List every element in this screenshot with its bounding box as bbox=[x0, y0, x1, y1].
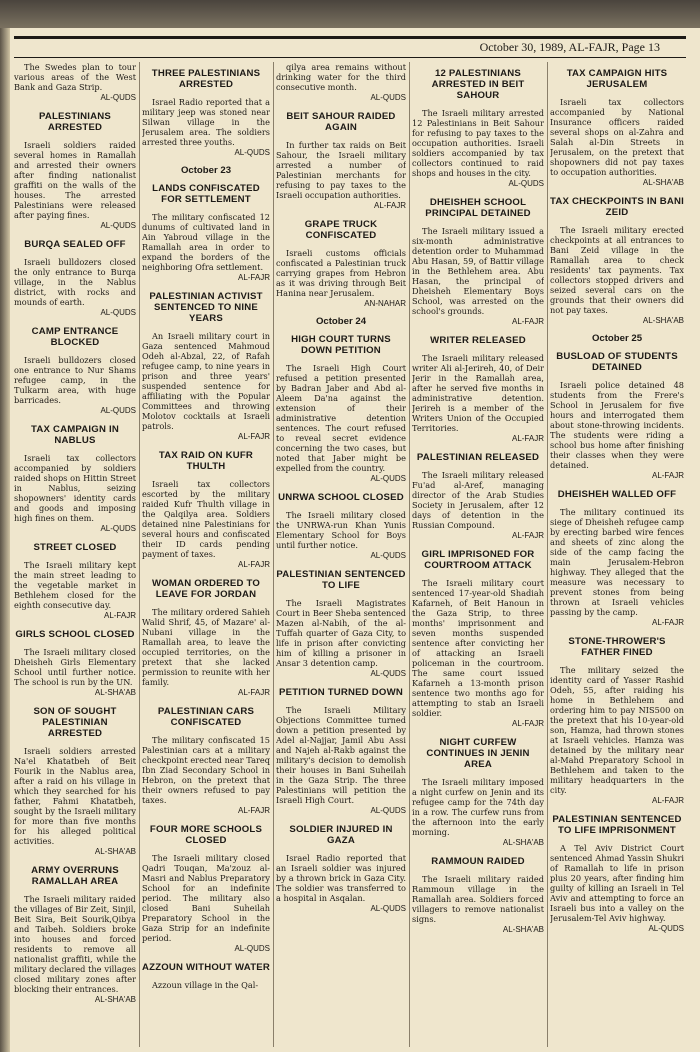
story-body: The Israeli military issued a six-month administrative detention order to Muhammad Abu Hasan, 59, of Battir village in the Bethlehem area. Abu Hasan, the principal of Dheisheh Elementary Boys School, was arrested on the school's grounds. bbox=[412, 226, 544, 316]
story-body: The Israeli military closed the UNRWA-run Khan Yunis Elementary School for Boys until further notice. bbox=[276, 510, 406, 550]
story-source: AL-FAJR bbox=[237, 806, 270, 815]
news-story bbox=[14, 865, 136, 1005]
story-source: AL-QUDS bbox=[100, 221, 136, 230]
story-headline: LANDS CONFISCATED FOR SETTLEMENT bbox=[152, 183, 260, 205]
story-body: The military ordered Sahieh Walid Shrif, 45, of Mazare' al-Nubani village in the Ramallah area, to leave the occupied territories, on the pretext that she lacked permission to reunite with her family. bbox=[142, 607, 270, 687]
story-source: AL-FAJR bbox=[511, 719, 544, 728]
news-story bbox=[550, 68, 684, 188]
story-body: The Israeli military raided the villages of Bir Zeit, Sinjil, Beit Sira, Beit Sourik,Qibya and Taibeh. Soldiers broke into houses and forced residents to remove all nationalist graffiti, while the military declared the villages closed military zones after blocking their entrances. bbox=[14, 894, 136, 994]
story-source: AL-FAJR bbox=[651, 618, 684, 627]
story-headline: WRITER RELEASED bbox=[430, 335, 526, 346]
story-body: Israeli bulldozers closed the only entrance to Burqa village, in the Nablus district, with rocks and mounds of earth. bbox=[14, 257, 136, 307]
news-story bbox=[14, 62, 136, 103]
date-heading: October 23 bbox=[180, 165, 232, 176]
story-body: Israeli tax collectors accompanied by National Insurance officers raided several shops on al-Zahra and Salah al-Din Streets in Jerusalem, on the pretext that shopowners did not pay taxes to occupation authorities. bbox=[550, 97, 684, 177]
story-headline: BEIT SAHOUR RAIDED AGAIN bbox=[286, 111, 396, 133]
column-3 bbox=[276, 62, 406, 1047]
story-body: The Israeli military erected checkpoints at all entrances to Bani Zeid village in the Ramallah area to check residents' tax payments. Tax collectors stopped drivers and seized several cars on the grounds that their owners did not pay taxes. bbox=[550, 225, 684, 315]
story-source: AL-FAJR bbox=[237, 688, 270, 697]
story-body: The Israeli military arrested 12 Palestinians in Beit Sahour for refusing to pay taxes to the occupation authorities. Israeli soldiers accompanied by tax collectors continued to raid shops and houses in the city. bbox=[412, 108, 544, 178]
story-source: AL-SHA'AB bbox=[94, 995, 136, 1004]
news-story bbox=[276, 62, 406, 103]
story-source: AL-QUDS bbox=[508, 179, 544, 188]
story-body: The Israeli military court sentenced 17-year-old Shadiah Kafarneh, of Beit Hanoun in the Gaza Strip, to three months' imprisonment and seven months suspended sentence after convicting her of attacking an Israeli policeman in the courtroom. The same court issued Kafarneh a 13-month prison sentence two months ago for attempting to stab an Israeli soldier. bbox=[412, 578, 544, 718]
story-headline: FOUR MORE SCHOOLS CLOSED bbox=[149, 824, 263, 846]
news-story bbox=[14, 706, 136, 857]
story-body: The military seized the identity card of Yasser Rashid Odeh, 55, after raiding his home in Bethlehem and ordering him to pay NIS500 on the pretext that his 10-year-old son, Hamza, had thrown stones at Israeli vehicles. Hamza was detained by the military near al-Mahd Preparatory School in Bethlehem and taken to the military headquarters in the city. bbox=[550, 665, 684, 795]
story-source: AL-QUDS bbox=[100, 406, 136, 415]
story-body: The Israeli Military Objections Committee turned down a petition presented by Adel al-Najjar, Jamil Abu Assi and Najeh al-Rakb against the military's decision to demolish their houses in Bani Suheilah in the Gaza Strip. The three Palestinians will petition the Israeli High Court. bbox=[276, 705, 406, 805]
story-headline: 12 PALESTINIANS ARRESTED IN BEIT SAHOUR bbox=[431, 68, 525, 101]
news-story bbox=[142, 706, 270, 816]
story-source: AL-SHA'AB bbox=[94, 688, 136, 697]
story-headline: GIRLS SCHOOL CLOSED bbox=[15, 629, 135, 640]
story-source: AL-FAJR bbox=[237, 560, 270, 569]
story-body: The Israeli military released Fu'ad al-Aref, managing director of the Arab Studies Society in Jerusalem, after 12 days of detention in the Russian Compound. bbox=[412, 470, 544, 530]
story-headline: SON OF SOUGHT PALESTINIAN ARRESTED bbox=[33, 706, 117, 739]
column-4 bbox=[412, 62, 544, 1047]
story-body: The Israeli military released writer Ali al-Jerireh, 40, of Deir Jerir in the Ramallah area, after he served five months in administrative detention. Jerireh is a member of the Writers Union of the Occupied Territories. bbox=[412, 353, 544, 433]
story-body: Israeli customs officials confiscated a Palestinian truck carrying grapes from Hebron as it was driving through Beit Hanina near Jerusalem. bbox=[276, 248, 406, 298]
column-divider bbox=[139, 62, 140, 1047]
news-story bbox=[142, 824, 270, 954]
news-story bbox=[142, 450, 270, 570]
column-divider bbox=[273, 62, 274, 1047]
news-story bbox=[550, 196, 684, 326]
story-headline: BUSLOAD OF STUDENTS DETAINED bbox=[556, 351, 678, 373]
news-story bbox=[142, 578, 270, 698]
header-rule-bottom bbox=[14, 57, 686, 58]
page-gutter bbox=[0, 28, 10, 1052]
date-heading: October 24 bbox=[315, 316, 367, 327]
story-body: An Israeli military court in Gaza sentenced Mahmoud Odeh al-Abzal, 22, of Rafah refugee camp, to nine years in prison and three years' suspended sentence for affiliating with the Popular Committees and throwing Molotov cocktails at Israeli patrols. bbox=[142, 331, 270, 431]
story-headline: RAMMOUN RAIDED bbox=[431, 856, 525, 867]
story-body: The Israeli military imposed a night curfew on Jenin and its refugee camp for the 74th day in a row. The curfew runs from the afternoon into the early morning. bbox=[412, 777, 544, 837]
story-body: A Tel Aviv District Court sentenced Ahmad Yassin Shukri of Ramallah to life in prison plus 20 years, after finding him guilty of killing an Israeli in Tel Aviv and attempting to force an Israeli bus into a valley on the Jerusalem-Tel Aviv highway. bbox=[550, 843, 684, 923]
story-body: Israeli police detained 48 students from the Frere's School in Jerusalem for five hours and interrogated them about stone-throwing incidents. The students were riding a school bus home after finishing their classes when they were detained. bbox=[550, 380, 684, 470]
story-headline: TAX CAMPAIGN IN NABLUS bbox=[31, 424, 119, 446]
story-source: AL-FAJR bbox=[511, 434, 544, 443]
news-story bbox=[276, 111, 406, 211]
story-body: Israeli tax collectors escorted by the military raided Kufr Thulth village in the Qalqilya area. Soldiers detained nine Palestinians for several hours and confiscated their ID cards pending payment of taxes. bbox=[142, 479, 270, 559]
header-rule bbox=[14, 36, 686, 39]
story-headline: DHEISHEH WALLED OFF bbox=[557, 489, 677, 500]
story-body: Israel Radio reported that a military jeep was stoned near Silwan village in the Jerusalem area. The soldiers arrested three youths. bbox=[142, 97, 270, 147]
story-headline: PALESTINIAN SENTENCED TO LIFE bbox=[276, 569, 406, 591]
story-headline: SOLDIER INJURED IN GAZA bbox=[289, 824, 393, 846]
news-story bbox=[14, 424, 136, 534]
column-divider bbox=[547, 62, 548, 1047]
news-story bbox=[412, 335, 544, 444]
story-headline: CAMP ENTRANCE BLOCKED bbox=[31, 326, 119, 348]
story-source: AL-SHA'AB bbox=[94, 847, 136, 856]
story-headline: BURQA SEALED OFF bbox=[24, 239, 126, 250]
story-headline: TAX RAID ON KUFR THULTH bbox=[158, 450, 254, 472]
story-headline: PALESTINIAN CARS CONFISCATED bbox=[157, 706, 255, 728]
story-source: AL-QUDS bbox=[100, 524, 136, 533]
news-story bbox=[276, 569, 406, 679]
story-headline: STONE-THROWER'S FATHER FINED bbox=[568, 636, 666, 658]
story-headline: NIGHT CURFEW CONTINUES IN JENIN AREA bbox=[426, 737, 530, 770]
story-headline: THREE PALESTINIANS ARRESTED bbox=[151, 68, 261, 90]
story-headline: TAX CHECKPOINTS IN BANI ZEID bbox=[550, 196, 684, 218]
news-story bbox=[412, 737, 544, 848]
story-source: AL-FAJR bbox=[511, 317, 544, 326]
story-headline: PALESTINIAN ACTIVIST SENTENCED TO NINE YEARS bbox=[149, 291, 263, 324]
story-headline: PALESTINIAN RELEASED bbox=[416, 452, 540, 463]
story-body: qilya area remains without drinking water for the third consecutive month. bbox=[276, 62, 406, 92]
story-body: The Israeli military raided Rammoun village in the Ramallah area. Soldiers forced villagers to remove nationalist signs. bbox=[412, 874, 544, 924]
story-headline: GIRL IMPRISONED FOR COURTROOM ATTACK bbox=[421, 549, 535, 571]
story-source: AL-QUDS bbox=[370, 474, 406, 483]
story-source: AL-QUDS bbox=[234, 148, 270, 157]
news-story bbox=[412, 68, 544, 189]
story-headline: UNRWA SCHOOL CLOSED bbox=[278, 492, 404, 503]
story-headline: AZZOUN WITHOUT WATER bbox=[142, 962, 270, 973]
story-headline: PALESTINIAN SENTENCED TO LIFE IMPRISONMENT bbox=[552, 814, 682, 836]
column-5 bbox=[550, 62, 684, 1047]
news-story bbox=[550, 351, 684, 481]
story-source: AL-FAJR bbox=[651, 471, 684, 480]
story-body: Azzoun village in the Qal- bbox=[152, 980, 259, 990]
news-story bbox=[14, 629, 136, 698]
news-story bbox=[142, 962, 270, 990]
column-1 bbox=[14, 62, 136, 1047]
story-body: The Israeli military closed Dheisheh Girls Elementary School until further notice. The school is run by the UN. bbox=[14, 647, 136, 687]
story-body: The Israeli High Court refused a petition presented by Badran Jaber and Abd al-Aleem Da'na against the extension of their administrative detention sentences. The court refused to reveal secret evidence concerning the two cases, but noted that Jaber might be expelled from the country. bbox=[276, 363, 406, 473]
story-body: The military confiscated 12 dunums of cultivated land in Ain Yabroud village in the Ramallah area in order to expand the borders of the neighboring Ofra settlement. bbox=[142, 212, 270, 272]
story-source: AL-QUDS bbox=[370, 669, 406, 678]
news-story bbox=[412, 549, 544, 729]
story-headline: WOMAN ORDERED TO LEAVE FOR JORDAN bbox=[151, 578, 261, 600]
story-source: AL-FAJR bbox=[237, 432, 270, 441]
date-heading: October 25 bbox=[591, 333, 643, 344]
story-body: Israeli tax collectors accompanied by soldiers raided shops on Hittin Street in Nablus, seizing shopowners' identity cards and goods and imposing high fines on them. bbox=[14, 453, 136, 523]
story-headline: TAX CAMPAIGN HITS JERUSALEM bbox=[566, 68, 668, 90]
story-headline: ARMY OVERRUNS RAMALLAH AREA bbox=[31, 865, 119, 887]
story-headline: DHEISHEH SCHOOL PRINCIPAL DETAINED bbox=[425, 197, 531, 219]
story-source: AL-SHA'AB bbox=[502, 925, 544, 934]
news-story bbox=[276, 824, 406, 914]
story-source: AL-FAJR bbox=[103, 611, 136, 620]
story-body: Israeli soldiers arrested Na'el Khatatbeh of Beit Fourik in the Nablus area, after a raid on his village in which they searched for his father, Fahmi Khatatbeh, sought by the Israeli military for more than five months for his alleged political activities. bbox=[14, 746, 136, 846]
story-source: AL-QUDS bbox=[100, 93, 136, 102]
story-source: AL-QUDS bbox=[370, 93, 406, 102]
story-source: AL-QUDS bbox=[234, 944, 270, 953]
story-source: AL-QUDS bbox=[370, 551, 406, 560]
story-source: AL-QUDS bbox=[648, 924, 684, 933]
news-story bbox=[276, 492, 406, 561]
news-story bbox=[412, 452, 544, 541]
news-story bbox=[142, 68, 270, 158]
news-story bbox=[276, 334, 406, 484]
story-headline: PETITION TURNED DOWN bbox=[279, 687, 403, 698]
story-body: Israeli soldiers raided several homes in Ramallah and arrested their owners after finding nationalist graffiti on the walls of the houses. The arrested Palestinians were released after paying fines. bbox=[14, 140, 136, 220]
story-body: In further tax raids on Beit Sahour, the Israeli military arrested a number of Palestinian merchants for refusing to pay taxes to the Israeli occupation authorities. bbox=[276, 140, 406, 200]
news-story bbox=[142, 291, 270, 442]
story-body: Israel Radio reported that an Israeli soldier was injured by a thrown brick in Gaza City. The soldier was transferred to a hospital in Asqalan. bbox=[276, 853, 406, 903]
news-story bbox=[14, 111, 136, 231]
scan-top-edge bbox=[0, 0, 700, 28]
story-headline: GRAPE TRUCK CONFISCATED bbox=[304, 219, 378, 241]
story-source: AL-FAJR bbox=[651, 796, 684, 805]
story-body: Israeli bulldozers closed one entrance to Nur Shams refugee camp, in the Tulkarm area, with huge barricades. bbox=[14, 355, 136, 405]
news-story bbox=[276, 219, 406, 309]
story-source: AL-SHA'AB bbox=[642, 178, 684, 187]
story-headline: PALESTINIANS ARRESTED bbox=[38, 111, 112, 133]
page-folio: October 30, 1989, AL-FAJR, Page 13 bbox=[479, 40, 660, 54]
story-body: The military confiscated 15 Palestinian cars at a military checkpoint erected near Tareq Ibn Ziad Secondary School in Hebron, on the pretext that their owners refused to pay taxes. bbox=[142, 735, 270, 805]
story-headline: STREET CLOSED bbox=[33, 542, 117, 553]
story-body: The Swedes plan to tour various areas of the West Bank and Gaza Strip. bbox=[14, 62, 136, 92]
story-body: The military continued its siege of Dheisheh refugee camp by erecting barbed wire fences and sheets of zinc along the side of the camp facing the main Jerusalem-Hebron highway. They alleged that the measure was necessary to prevent stones from being thrown at Israeli vehicles passing by the camp. bbox=[550, 507, 684, 617]
story-body: The Israeli military closed Qadri Touqan, Ma'zouz al-Masri and Nablus Preparatory School for an indefinite period. The military also closed Bani Suheilah Preparatory School in the Gaza Strip for an indefinite period. bbox=[142, 853, 270, 943]
column-2 bbox=[142, 62, 270, 1047]
story-source: AL-QUDS bbox=[100, 308, 136, 317]
story-body: The Israeli military kept the main street leading to the vegetable market in Bethlehem closed for the eighth consecutive day. bbox=[14, 560, 136, 610]
news-story bbox=[276, 687, 406, 816]
story-source: AL-FAJR bbox=[373, 201, 406, 210]
news-story bbox=[550, 489, 684, 628]
story-source: AL-QUDS bbox=[370, 806, 406, 815]
news-story bbox=[14, 239, 136, 318]
news-story bbox=[550, 814, 684, 934]
story-source: AL-SHA'AB bbox=[502, 838, 544, 847]
news-story bbox=[412, 856, 544, 935]
story-source: AL-QUDS bbox=[370, 904, 406, 913]
story-source: AL-FAJR bbox=[237, 273, 270, 282]
columns bbox=[14, 62, 688, 1047]
story-body: The Israeli Magistrates Court in Beer Sheba sentenced Mazen al-Nabih, of the al-Tuffah quarter of Gaza City, to life in prison after convicting him of killing a prisoner in Ansar 3 detention camp. bbox=[276, 598, 406, 668]
story-source: AL-FAJR bbox=[511, 531, 544, 540]
story-source: AN-NAHAR bbox=[364, 299, 406, 308]
news-story bbox=[14, 542, 136, 621]
news-story bbox=[550, 636, 684, 806]
story-source: AL-SHA'AB bbox=[642, 316, 684, 325]
news-story bbox=[412, 197, 544, 327]
news-story bbox=[14, 326, 136, 416]
column-divider bbox=[409, 62, 410, 1047]
news-story bbox=[142, 183, 270, 283]
story-headline: HIGH COURT TURNS DOWN PETITION bbox=[291, 334, 391, 356]
